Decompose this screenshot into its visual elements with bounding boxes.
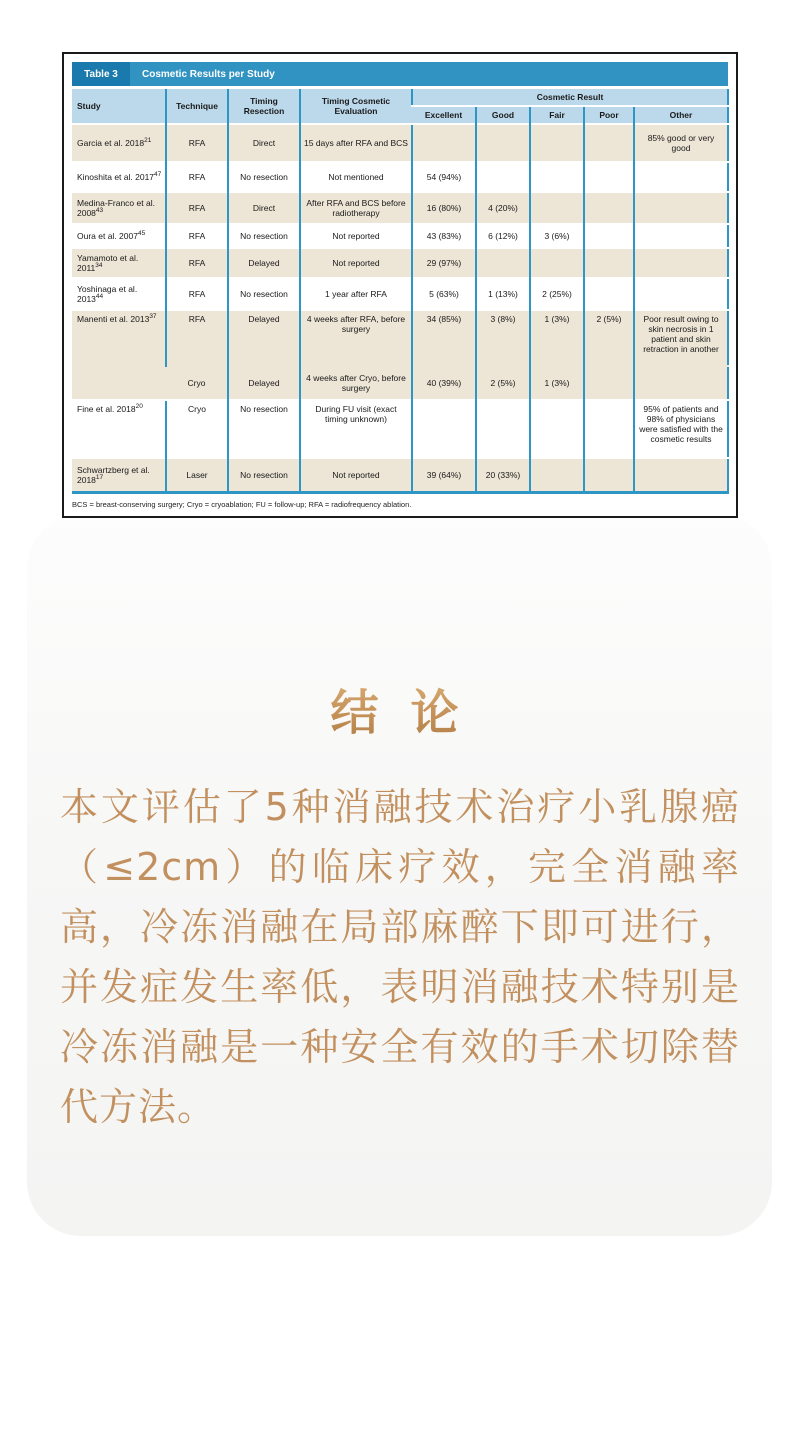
cell-study: Yamamoto et al. 2011$^{34}$ (72, 248, 166, 278)
cell-fair (530, 124, 584, 162)
cell-good: 4 (20%) (476, 192, 530, 224)
table-header (72, 89, 728, 124)
cell-study: Manenti et al. 2013$^{37}$ (72, 310, 166, 400)
cell-poor (584, 192, 634, 224)
cell-timing-resection: No resection (228, 224, 300, 248)
citation-ref: 21 (144, 137, 152, 145)
cell-excellent: 54 (94%) (412, 162, 476, 192)
cell-study: Schwartzberg et al. 2018$^{17}$ (72, 458, 166, 492)
cell-fair (530, 162, 584, 192)
cell-fair: 2 (25%) (530, 278, 584, 310)
cell-study: Kinoshita et al. 2017$^{47}$ (72, 162, 166, 192)
cell-other (634, 366, 728, 400)
cell-technique: RFA (166, 310, 228, 366)
cell-timing-eval: After RFA and BCS before radiotherapy (300, 192, 412, 224)
cell-excellent: 29 (97%) (412, 248, 476, 278)
cell-good (476, 400, 530, 458)
table-number-label: Table 3 (72, 62, 130, 86)
cell-technique: RFA (166, 224, 228, 248)
col-header-timing-resection: Timing Resection (228, 89, 300, 124)
cell-good: 3 (8%) (476, 310, 530, 366)
cell-other: 85% good or very good (634, 124, 728, 162)
cell-timing-eval: 15 days after RFA and BCS (300, 124, 412, 162)
cell-good: 20 (33%) (476, 458, 530, 492)
citation-ref: 45 (137, 230, 146, 238)
cell-timing-eval: 1 year after RFA (300, 278, 412, 310)
cell-timing-eval: Not reported (300, 248, 412, 278)
cell-other (634, 162, 728, 192)
col-header-cosmetic-result: Cosmetic Result (412, 89, 728, 106)
col-header-technique: Technique (166, 89, 228, 124)
citation-ref: 43 (95, 207, 104, 215)
cell-fair (530, 458, 584, 492)
table-titlebar (72, 62, 728, 86)
cell-fair (530, 248, 584, 278)
table-row (72, 192, 728, 224)
cell-fair (530, 192, 584, 224)
cell-study: Fine et al. 2018$^{20}$ (72, 400, 166, 458)
table-row (72, 366, 728, 400)
cosmetic-results-table (72, 89, 729, 494)
cell-technique: Laser (166, 458, 228, 492)
table-title: Cosmetic Results per Study (130, 62, 728, 86)
citation-ref: 34 (95, 262, 103, 270)
cell-poor: 2 (5%) (584, 310, 634, 366)
cell-study: Oura et al. 2007$^{45}$ (72, 224, 166, 248)
cell-excellent: 34 (85%) (412, 310, 476, 366)
col-header-other: Other (634, 106, 728, 124)
cell-excellent (412, 124, 476, 162)
cell-excellent: 39 (64%) (412, 458, 476, 492)
cell-timing-eval: 4 weeks after Cryo, before surgery (300, 366, 412, 400)
table-row (72, 224, 728, 248)
cell-fair: 3 (6%) (530, 224, 584, 248)
cell-technique: Cryo (166, 400, 228, 458)
cell-fair: 1 (3%) (530, 366, 584, 400)
table-figure (62, 52, 738, 518)
cell-technique: RFA (166, 124, 228, 162)
cell-timing-resection: No resection (228, 162, 300, 192)
col-header-excellent: Excellent (412, 106, 476, 124)
cell-timing-eval: Not reported (300, 224, 412, 248)
cell-other (634, 248, 728, 278)
cell-timing-resection: No resection (228, 458, 300, 492)
cell-good: 2 (5%) (476, 366, 530, 400)
cell-poor (584, 162, 634, 192)
cell-poor (584, 278, 634, 310)
cell-timing-eval: 4 weeks after RFA, before surgery (300, 310, 412, 366)
cell-good: 1 (13%) (476, 278, 530, 310)
cell-good (476, 248, 530, 278)
citation-ref: 44 (95, 293, 104, 301)
cell-timing-resection: Delayed (228, 248, 300, 278)
cell-technique: RFA (166, 192, 228, 224)
conclusion-body: 本文评估了5种消融技术治疗小乳腺癌（≤2cm）的临床疗效，完全消融率高，冷冻消融在局部麻醉下即可进行，并发症发生率低，表明消融技术特别是冷冻消融是一种安全有效的手术切除替代方法。 (60, 785, 740, 1129)
cell-study: Medina-Franco et al. 2008$^{43}$ (72, 192, 166, 224)
table-row (72, 248, 728, 278)
cell-other (634, 458, 728, 492)
cell-other (634, 224, 728, 248)
table-row (72, 278, 728, 310)
citation-ref: 47 (154, 171, 162, 179)
cell-poor (584, 400, 634, 458)
cell-good (476, 162, 530, 192)
cell-good (476, 124, 530, 162)
cell-technique: RFA (166, 162, 228, 192)
cell-excellent: 40 (39%) (412, 366, 476, 400)
cell-timing-resection: Direct (228, 192, 300, 224)
cell-fair: 1 (3%) (530, 310, 584, 366)
cell-good: 6 (12%) (476, 224, 530, 248)
conclusion-heading: 结 论 (330, 674, 468, 743)
cell-timing-resection: Delayed (228, 310, 300, 366)
citation-ref: 37 (149, 313, 157, 321)
col-header-fair: Fair (530, 106, 584, 124)
citation-ref: 20 (135, 403, 143, 411)
conclusion-card (27, 514, 772, 1236)
table-row (72, 400, 728, 458)
cell-technique: RFA (166, 248, 228, 278)
col-header-study: Study (72, 89, 166, 124)
cell-timing-resection: No resection (228, 400, 300, 458)
cell-study: Garcia et al. 2018$^{21}$ (72, 124, 166, 162)
col-header-timing-eval: Timing Cosmetic Evaluation (300, 89, 412, 124)
cell-other: Poor result owing to skin necrosis in 1 patient and skin retraction in another (634, 310, 728, 366)
cell-timing-resection: No resection (228, 278, 300, 310)
cell-poor (584, 366, 634, 400)
citation-ref: 17 (95, 473, 104, 481)
cell-poor (584, 458, 634, 492)
cell-other (634, 278, 728, 310)
cell-excellent: 43 (83%) (412, 224, 476, 248)
cell-study: Yoshinaga et al. 2013$^{44}$ (72, 278, 166, 310)
table-row (72, 162, 728, 192)
table-footnote: BCS = breast-conserving surgery; Cryo = cryoablation; FU = follow-up; RFA = radiofrequency ablation. (72, 499, 412, 509)
cell-other: 95% of patients and 98% of physicians were satisfied with the cosmetic results (634, 400, 728, 458)
cell-poor (584, 224, 634, 248)
table-row (72, 124, 728, 162)
cell-technique: RFA (166, 278, 228, 310)
cell-excellent: 16 (80%) (412, 192, 476, 224)
conclusion-heading-wrap (27, 674, 772, 743)
cell-excellent (412, 400, 476, 458)
cell-poor (584, 248, 634, 278)
cell-excellent: 5 (63%) (412, 278, 476, 310)
table-row (72, 310, 728, 366)
cell-timing-resection: Delayed (228, 366, 300, 400)
cell-other (634, 192, 728, 224)
table-row (72, 458, 728, 492)
cell-poor (584, 124, 634, 162)
cell-timing-eval: During FU visit (exact timing unknown) (300, 400, 412, 458)
cell-timing-eval: Not reported (300, 458, 412, 492)
cell-fair (530, 400, 584, 458)
cell-timing-resection: Direct (228, 124, 300, 162)
cell-technique: Cryo (166, 366, 228, 400)
col-header-poor: Poor (584, 106, 634, 124)
col-header-good: Good (476, 106, 530, 124)
cell-timing-eval: Not mentioned (300, 162, 412, 192)
